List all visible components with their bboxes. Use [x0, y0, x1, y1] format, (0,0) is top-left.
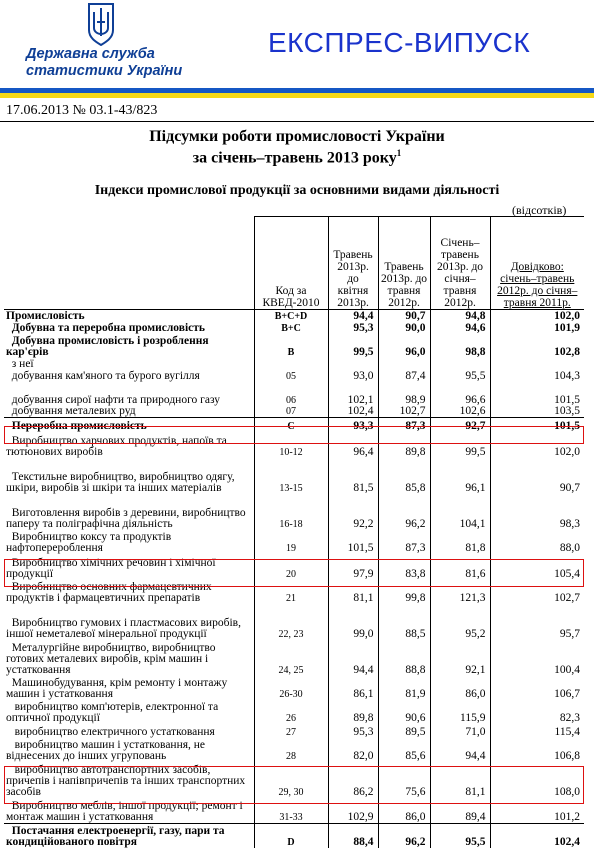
row-code: 10-12 [254, 432, 328, 458]
value-reference: 106,8 [490, 738, 584, 762]
value-may-april: 101,5 [328, 530, 378, 554]
col-header-code: Код за КВЕД-2010 [254, 217, 328, 310]
table-row [4, 530, 584, 554]
row-name: Промисловість [4, 310, 254, 322]
row-code: 06 [254, 382, 328, 406]
value-jan-may: 104,1 [430, 494, 490, 530]
row-code: 26 [254, 700, 328, 724]
value-may-may [378, 358, 430, 370]
title-line-2-text: за січень–травень 2013 року [192, 149, 397, 167]
value-may-april: 97,9 [328, 554, 378, 580]
value-may-may: 75,6 [378, 762, 430, 798]
table-row [4, 334, 584, 358]
row-code: 31-33 [254, 798, 328, 824]
units-label: (відсотків) [512, 203, 567, 217]
value-may-may: 90,6 [378, 700, 430, 724]
title-line-2 [0, 145, 594, 166]
value-jan-may: 96,6 [430, 382, 490, 406]
col-header-name [4, 217, 254, 310]
value-reference: 103,5 [490, 406, 584, 418]
row-name: з неї [6, 357, 34, 370]
value-reference: 102,7 [490, 580, 584, 604]
value-may-may: 88,5 [378, 604, 430, 640]
value-may-may: 86,0 [378, 798, 430, 824]
value-may-april: 99,0 [328, 604, 378, 640]
table-row [4, 554, 584, 580]
value-reference: 90,7 [490, 458, 584, 494]
row-name: Текстильне виробництво, виробництво одягу, шкіри, виробів зі шкіри та інших матеріалів [6, 470, 238, 494]
value-may-may: 89,8 [378, 432, 430, 458]
value-may-may: 99,8 [378, 580, 430, 604]
value-reference: 106,7 [490, 676, 584, 700]
row-code: 21 [254, 580, 328, 604]
value-may-april [328, 358, 378, 370]
value-reference: 102,0 [490, 432, 584, 458]
table-row [4, 370, 584, 382]
value-may-may: 90,0 [378, 322, 430, 334]
value-may-may: 90,7 [378, 310, 430, 322]
row-name: Виробництво гумових і пластмасових виробів, іншої неметалевої мінеральної продукції [6, 616, 244, 640]
row-name: Добувна та переробна промисловість [6, 321, 205, 334]
title-line-1: Підсумки роботи промисловості України [149, 128, 445, 145]
row-code: 07 [254, 406, 328, 418]
col-header-may-may: Травень 2013р. до травня 2012р. [378, 217, 430, 310]
row-name: Виробництво основних фармацевтичних продуктів і фармацевтичних препаратів [6, 580, 215, 604]
value-reference: 88,0 [490, 530, 584, 554]
value-jan-may: 121,3 [430, 580, 490, 604]
value-may-may: 98,9 [378, 382, 430, 406]
col-header-reference: Довідково: січень–травень 2012р. до січня–травня 2011р. [490, 217, 584, 310]
value-may-may: 102,7 [378, 406, 430, 418]
row-code: 28 [254, 738, 328, 762]
table-row [4, 738, 584, 762]
value-reference: 100,4 [490, 640, 584, 676]
row-name: Виробництво коксу та продуктів нафтоперероблення [6, 530, 175, 554]
value-jan-may: 89,4 [430, 798, 490, 824]
value-jan-may: 99,5 [430, 432, 490, 458]
row-name: виробництво електричного устатковання [6, 725, 215, 738]
value-jan-may [430, 358, 490, 370]
value-jan-may: 94,8 [430, 310, 490, 322]
table-row [4, 640, 584, 676]
value-may-may: 85,6 [378, 738, 430, 762]
row-name: Переробна промисловість [4, 418, 254, 432]
row-name: виробництво комп'ютерів, електронної та оптичної продукції [6, 700, 222, 724]
value-reference: 102,8 [490, 334, 584, 358]
value-reference: 101,5 [490, 418, 584, 432]
value-may-april: 93,0 [328, 370, 378, 382]
row-code: 19 [254, 530, 328, 554]
flag-bar-yellow [0, 93, 594, 98]
value-may-april: 102,1 [328, 382, 378, 406]
value-reference: 101,5 [490, 382, 584, 406]
value-jan-may: 92,1 [430, 640, 490, 676]
value-reference: 108,0 [490, 762, 584, 798]
agency-name [26, 46, 182, 80]
release-number: 17.06.2013 № 03.1-43/823 [6, 103, 158, 118]
value-may-april: 92,2 [328, 494, 378, 530]
value-may-april: 94,4 [328, 640, 378, 676]
value-jan-may: 95,2 [430, 604, 490, 640]
row-name: добування металевих руд [6, 405, 136, 417]
page-title [0, 128, 594, 166]
col-header-may-april: Травень 2013р. до квітня 2013р. [328, 217, 378, 310]
value-may-april: 99,5 [328, 334, 378, 358]
value-may-may: 96,2 [378, 494, 430, 530]
row-code: B [254, 334, 328, 358]
table-row [4, 432, 584, 458]
value-reference: 102,0 [490, 310, 584, 322]
row-code: 26-30 [254, 676, 328, 700]
row-code: 16-18 [254, 494, 328, 530]
footnote-marker: 1 [396, 148, 402, 158]
row-name: Добувна промисловість і розроблення кар'єрів [6, 334, 212, 358]
value-may-may: 83,8 [378, 554, 430, 580]
value-jan-may: 86,0 [430, 676, 490, 700]
value-may-april: 89,8 [328, 700, 378, 724]
value-jan-may: 115,9 [430, 700, 490, 724]
table-row [4, 762, 584, 798]
value-may-april: 102,9 [328, 798, 378, 824]
value-reference: 98,3 [490, 494, 584, 530]
value-jan-may: 81,6 [430, 554, 490, 580]
value-may-april: 88,4 [328, 824, 378, 848]
table-row [4, 604, 584, 640]
value-may-april: 86,1 [328, 676, 378, 700]
row-code: 27 [254, 724, 328, 738]
row-code: B+C [254, 322, 328, 334]
value-jan-may: 94,4 [430, 738, 490, 762]
value-may-may: 96,2 [378, 824, 430, 848]
value-may-april: 81,5 [328, 458, 378, 494]
table-row [4, 310, 584, 322]
value-jan-may: 102,6 [430, 406, 490, 418]
trident-icon [86, 2, 116, 46]
row-code: 29, 30 [254, 762, 328, 798]
row-code: D [254, 824, 328, 848]
table-row [4, 700, 584, 724]
table-row [4, 458, 584, 494]
table-row [4, 724, 584, 738]
table-header-row [4, 217, 584, 310]
row-name: Виробництво хімічних речовин і хімічної продукції [6, 556, 219, 580]
value-may-april: 86,2 [328, 762, 378, 798]
value-jan-may: 81,8 [430, 530, 490, 554]
express-release-label: ЕКСПРЕС-ВИПУСК [268, 27, 531, 58]
row-code: 05 [254, 370, 328, 382]
table-row [4, 382, 584, 406]
value-reference: 82,3 [490, 700, 584, 724]
row-code: 22, 23 [254, 604, 328, 640]
table-row [4, 418, 584, 432]
indices-table [4, 216, 584, 848]
row-name: Виготовлення виробів з деревини, виробництво паперу та поліграфічна діяльність [6, 506, 249, 530]
row-code: 24, 25 [254, 640, 328, 676]
table-row [4, 406, 584, 418]
page-header [0, 0, 594, 92]
value-may-april: 96,4 [328, 432, 378, 458]
value-may-april: 95,3 [328, 322, 378, 334]
table-row [4, 358, 584, 370]
value-jan-may: 96,1 [430, 458, 490, 494]
divider [0, 121, 594, 122]
value-may-may: 87,3 [378, 530, 430, 554]
value-may-may: 89,5 [378, 724, 430, 738]
value-jan-may: 95,5 [430, 370, 490, 382]
table-row [4, 494, 584, 530]
col-header-jan-may: Січень–травень 2013р. до січня–травня 2012р. [430, 217, 490, 310]
row-name: добування кам'яного та бурого вугілля [6, 369, 200, 382]
value-jan-may: 71,0 [430, 724, 490, 738]
table-row [4, 580, 584, 604]
row-code: 20 [254, 554, 328, 580]
value-reference: 105,4 [490, 554, 584, 580]
row-name: Металургійне виробництво, виробництво готових металевих виробів, крім машин і устатковання [6, 641, 219, 676]
value-may-may: 87,3 [378, 418, 430, 432]
agency-line-1: Державна служба [26, 46, 155, 62]
value-may-april: 81,1 [328, 580, 378, 604]
value-reference: 115,4 [490, 724, 584, 738]
value-reference: 101,2 [490, 798, 584, 824]
row-name: виробництво автотранспортних засобів, причепів і напівпричепів та інших транспортних засобів [6, 763, 249, 798]
value-jan-may: 95,5 [430, 824, 490, 848]
value-jan-may: 98,8 [430, 334, 490, 358]
row-name: Машинобудування, крім ремонту і монтажу машин і устатковання [6, 676, 231, 700]
row-code: C [254, 418, 328, 432]
value-may-may: 87,4 [378, 370, 430, 382]
value-may-may: 81,9 [378, 676, 430, 700]
row-code: 13-15 [254, 458, 328, 494]
row-code: B+C+D [254, 310, 328, 322]
value-may-april: 94,4 [328, 310, 378, 322]
value-jan-may: 92,7 [430, 418, 490, 432]
value-reference: 102,4 [490, 824, 584, 848]
value-jan-may: 94,6 [430, 322, 490, 334]
value-may-april: 93,3 [328, 418, 378, 432]
row-name: Виробництво меблів, іншої продукції; ремонт і монтаж машин і устатковання [6, 800, 246, 823]
table-row [4, 676, 584, 700]
row-name: Виробництво харчових продуктів, напоїв та тютюнових виробів [6, 434, 230, 458]
table-row [4, 322, 584, 334]
value-may-may: 96,0 [378, 334, 430, 358]
value-jan-may: 81,1 [430, 762, 490, 798]
row-name: Постачання електроенергії, газу, пари та кондиційованого повітря [4, 824, 254, 848]
value-may-may: 88,8 [378, 640, 430, 676]
agency-line-2: статистики України [26, 63, 183, 79]
row-name: добування сирої нафти та природного газу [6, 393, 221, 406]
table-subtitle: Індекси промислової продукції за основними видами діяльності [94, 183, 500, 198]
value-may-april: 82,0 [328, 738, 378, 762]
value-reference: 101,9 [490, 322, 584, 334]
value-reference: 95,7 [490, 604, 584, 640]
value-reference: 104,3 [490, 370, 584, 382]
value-may-may: 85,8 [378, 458, 430, 494]
value-reference [490, 358, 584, 370]
value-may-april: 102,4 [328, 406, 378, 418]
row-code [254, 358, 328, 370]
table-row [4, 798, 584, 824]
row-name: виробництво машин і устатковання, не віднесених до інших угруповань [6, 738, 208, 762]
value-may-april: 95,3 [328, 724, 378, 738]
table-row [4, 824, 584, 848]
